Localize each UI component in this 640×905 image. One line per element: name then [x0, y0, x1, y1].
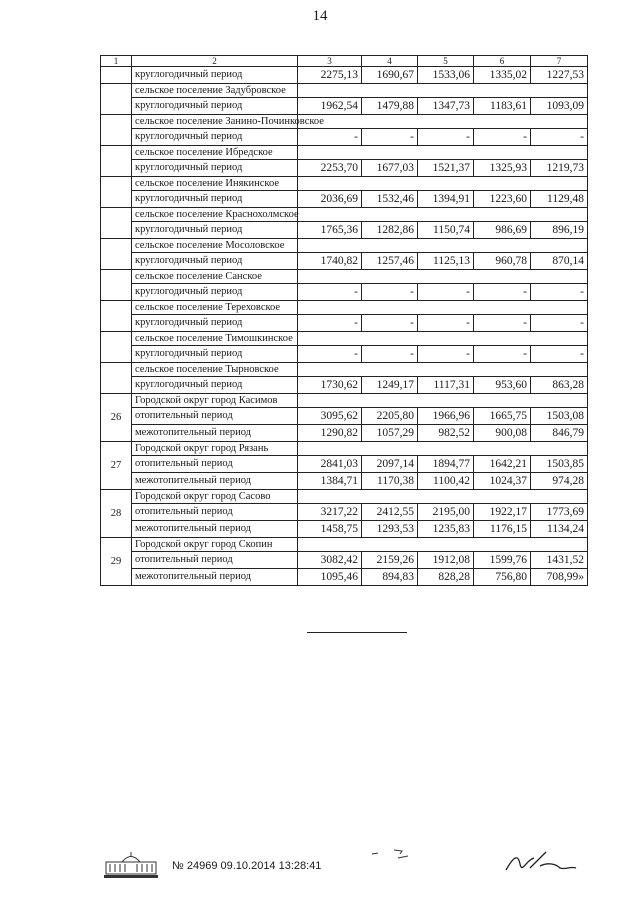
table-header-row	[101, 56, 588, 67]
value-cell: 828,28	[418, 569, 474, 586]
value-cell: 2841,03	[298, 456, 362, 473]
data-row	[101, 346, 588, 363]
page-footer	[0, 846, 640, 886]
value-cell: 1057,29	[362, 425, 418, 442]
group-title: сельское поселение Мосоловское	[132, 239, 298, 253]
value-cell: 1479,88	[362, 98, 418, 115]
period-label: межотопительный период	[132, 425, 298, 442]
group-title: сельское поселение Санское	[132, 270, 298, 284]
data-row	[101, 67, 588, 84]
value-cell: 1293,53	[362, 521, 418, 538]
period-label: круглогодичный период	[132, 346, 298, 363]
period-label: отопительный период	[132, 504, 298, 521]
group-title: сельское поселение Задубровское	[132, 84, 298, 98]
value-cell: 1394,91	[418, 191, 474, 208]
value-cell: 1503,85	[531, 456, 588, 473]
value-cell: -	[474, 129, 531, 146]
header-cell: 3	[298, 56, 362, 67]
value-cell: -	[418, 315, 474, 332]
header-cell: 4	[362, 56, 418, 67]
data-row	[101, 129, 588, 146]
value-cell: 1599,76	[474, 552, 531, 569]
group-title-blank	[298, 115, 588, 129]
value-cell: -	[362, 284, 418, 301]
period-label: круглогодичный период	[132, 315, 298, 332]
row-number: 29	[101, 538, 132, 586]
value-cell: -	[418, 284, 474, 301]
header-cell: 1	[101, 56, 132, 67]
value-cell: 2253,70	[298, 160, 362, 177]
value-cell: 1922,17	[474, 504, 531, 521]
group-title-row	[101, 363, 588, 377]
value-cell: 1665,75	[474, 408, 531, 425]
value-cell: -	[531, 346, 588, 363]
group-title-row	[101, 490, 588, 504]
value-cell: 2275,13	[298, 67, 362, 84]
header-cell: 7	[531, 56, 588, 67]
value-cell: 1170,38	[362, 473, 418, 490]
value-cell: 1335,02	[474, 67, 531, 84]
value-cell: 1773,69	[531, 504, 588, 521]
value-cell: 1117,31	[418, 377, 474, 394]
value-cell: 1290,82	[298, 425, 362, 442]
value-cell: -	[298, 284, 362, 301]
value-cell: 1227,53	[531, 67, 588, 84]
value-cell: 953,60	[474, 377, 531, 394]
value-cell: 986,69	[474, 222, 531, 239]
group-title: сельское поселение Тимошкинское	[132, 332, 298, 346]
group-title-row	[101, 538, 588, 552]
value-cell: -	[418, 129, 474, 146]
header-cell: 5	[418, 56, 474, 67]
value-cell: 870,14	[531, 253, 588, 270]
row-number	[101, 239, 132, 270]
value-cell: -	[474, 315, 531, 332]
value-cell: 1150,74	[418, 222, 474, 239]
value-cell: 1235,83	[418, 521, 474, 538]
period-label: круглогодичный период	[132, 191, 298, 208]
value-cell: 2159,26	[362, 552, 418, 569]
value-cell: 1282,86	[362, 222, 418, 239]
value-cell: 1730,62	[298, 377, 362, 394]
group-title: сельское поселение Тырновское	[132, 363, 298, 377]
value-cell: 846,79	[531, 425, 588, 442]
value-cell: 1183,61	[474, 98, 531, 115]
group-title-blank	[298, 490, 588, 504]
group-title: Городской округ город Скопин	[132, 538, 298, 552]
value-cell: 1966,96	[418, 408, 474, 425]
group-title: Городской округ город Сасово	[132, 490, 298, 504]
group-title-row	[101, 332, 588, 346]
value-cell: -	[531, 315, 588, 332]
group-title-blank	[298, 394, 588, 408]
group-title-row	[101, 301, 588, 315]
data-row	[101, 504, 588, 521]
group-title: сельское поселение Занино-Починковское	[132, 115, 298, 129]
data-row	[101, 456, 588, 473]
header-cell: 2	[132, 56, 298, 67]
header-cell: 6	[474, 56, 531, 67]
end-divider-line	[307, 632, 407, 633]
period-label: круглогодичный период	[132, 253, 298, 270]
row-number	[101, 301, 132, 332]
value-cell: 2097,14	[362, 456, 418, 473]
value-cell: -	[298, 129, 362, 146]
value-cell: 1533,06	[418, 67, 474, 84]
value-cell: 2412,55	[362, 504, 418, 521]
row-number	[101, 84, 132, 115]
data-row	[101, 569, 588, 586]
value-cell: -	[531, 129, 588, 146]
value-cell: 896,19	[531, 222, 588, 239]
value-cell: -	[362, 315, 418, 332]
value-cell: -	[362, 346, 418, 363]
value-cell: 708,99»	[531, 569, 588, 586]
row-number	[101, 363, 132, 394]
document-registration-number: № 24969 09.10.2014 13:28:41	[172, 860, 322, 872]
group-title-blank	[298, 208, 588, 222]
period-label: круглогодичный период	[132, 160, 298, 177]
group-title-row	[101, 270, 588, 284]
value-cell: 974,28	[531, 473, 588, 490]
page-number: 14	[312, 8, 328, 24]
row-number: 26	[101, 394, 132, 442]
value-cell: 2195,00	[418, 504, 474, 521]
registry-logo-icon	[100, 848, 162, 880]
value-cell: 1690,67	[362, 67, 418, 84]
data-row	[101, 253, 588, 270]
value-cell: -	[474, 284, 531, 301]
group-title-row	[101, 177, 588, 191]
value-cell: 1223,60	[474, 191, 531, 208]
value-cell: 1325,93	[474, 160, 531, 177]
group-title-blank	[298, 442, 588, 456]
value-cell: 1894,77	[418, 456, 474, 473]
value-cell: -	[474, 346, 531, 363]
group-title: Городской округ город Рязань	[132, 442, 298, 456]
data-row	[101, 284, 588, 301]
data-row	[101, 377, 588, 394]
group-title-blank	[298, 363, 588, 377]
period-label: межотопительный период	[132, 521, 298, 538]
value-cell: 1100,42	[418, 473, 474, 490]
value-cell: 1521,37	[418, 160, 474, 177]
value-cell: -	[298, 315, 362, 332]
value-cell: 1431,52	[531, 552, 588, 569]
value-cell: 1095,46	[298, 569, 362, 586]
group-title: сельское поселение Инякинское	[132, 177, 298, 191]
value-cell: 1677,03	[362, 160, 418, 177]
period-label: отопительный период	[132, 456, 298, 473]
value-cell: 1024,37	[474, 473, 531, 490]
table-body	[101, 56, 588, 586]
value-cell: 1458,75	[298, 521, 362, 538]
value-cell: 1134,24	[531, 521, 588, 538]
period-label: круглогодичный период	[132, 377, 298, 394]
group-title-blank	[298, 239, 588, 253]
value-cell: 1249,17	[362, 377, 418, 394]
value-cell: 1129,48	[531, 191, 588, 208]
group-title-row	[101, 239, 588, 253]
group-title: Городской округ город Касимов	[132, 394, 298, 408]
tariff-table	[100, 55, 588, 586]
row-number	[101, 146, 132, 177]
period-label: круглогодичный период	[132, 129, 298, 146]
group-title-row	[101, 442, 588, 456]
value-cell: 3082,42	[298, 552, 362, 569]
period-label: круглогодичный период	[132, 67, 298, 84]
value-cell: 1347,73	[418, 98, 474, 115]
data-row	[101, 191, 588, 208]
data-row	[101, 408, 588, 425]
group-title-blank	[298, 177, 588, 191]
value-cell: 982,52	[418, 425, 474, 442]
value-cell: 1532,46	[362, 191, 418, 208]
value-cell: 960,78	[474, 253, 531, 270]
value-cell: 756,80	[474, 569, 531, 586]
group-title-blank	[298, 538, 588, 552]
value-cell: 863,28	[531, 377, 588, 394]
group-title: сельское поселение Тереховское	[132, 301, 298, 315]
value-cell: 1093,09	[531, 98, 588, 115]
value-cell: 900,08	[474, 425, 531, 442]
group-title-row	[101, 208, 588, 222]
value-cell: 894,83	[362, 569, 418, 586]
group-title: сельское поселение Ибредское	[132, 146, 298, 160]
value-cell: 3217,22	[298, 504, 362, 521]
row-number	[101, 177, 132, 208]
group-title: сельское поселение Краснохолмское	[132, 208, 298, 222]
group-title-row	[101, 394, 588, 408]
group-title-blank	[298, 270, 588, 284]
period-label: межотопительный период	[132, 473, 298, 490]
group-title-row	[101, 146, 588, 160]
data-row	[101, 425, 588, 442]
value-cell: -	[298, 346, 362, 363]
data-row	[101, 315, 588, 332]
data-row	[101, 552, 588, 569]
value-cell: -	[531, 284, 588, 301]
period-label: круглогодичный период	[132, 98, 298, 115]
row-number	[101, 270, 132, 301]
value-cell: -	[418, 346, 474, 363]
row-number	[101, 67, 132, 84]
data-row	[101, 473, 588, 490]
value-cell: 2205,80	[362, 408, 418, 425]
value-cell: 1642,21	[474, 456, 531, 473]
period-label: круглогодичный период	[132, 222, 298, 239]
value-cell: 1912,08	[418, 552, 474, 569]
row-number: 28	[101, 490, 132, 538]
group-title-blank	[298, 332, 588, 346]
scan-mark-icon	[368, 846, 428, 870]
value-cell: 1257,46	[362, 253, 418, 270]
value-cell: 1503,08	[531, 408, 588, 425]
data-row	[101, 160, 588, 177]
data-row	[101, 521, 588, 538]
value-cell: 2036,69	[298, 191, 362, 208]
value-cell: -	[362, 129, 418, 146]
period-label: межотопительный период	[132, 569, 298, 586]
value-cell: 1176,15	[474, 521, 531, 538]
row-number: 27	[101, 442, 132, 490]
value-cell: 1765,36	[298, 222, 362, 239]
group-title-blank	[298, 301, 588, 315]
group-title-blank	[298, 146, 588, 160]
group-title-row	[101, 84, 588, 98]
row-number	[101, 208, 132, 239]
value-cell: 1219,73	[531, 160, 588, 177]
data-row	[101, 222, 588, 239]
row-number	[101, 332, 132, 363]
value-cell: 1740,82	[298, 253, 362, 270]
value-cell: 1125,13	[418, 253, 474, 270]
value-cell: 1962,54	[298, 98, 362, 115]
value-cell: 3095,62	[298, 408, 362, 425]
signature-icon	[500, 846, 580, 882]
group-title-row	[101, 115, 588, 129]
period-label: отопительный период	[132, 552, 298, 569]
group-title-blank	[298, 84, 588, 98]
value-cell: 1384,71	[298, 473, 362, 490]
row-number	[101, 115, 132, 146]
period-label: отопительный период	[132, 408, 298, 425]
data-row	[101, 98, 588, 115]
period-label: круглогодичный период	[132, 284, 298, 301]
